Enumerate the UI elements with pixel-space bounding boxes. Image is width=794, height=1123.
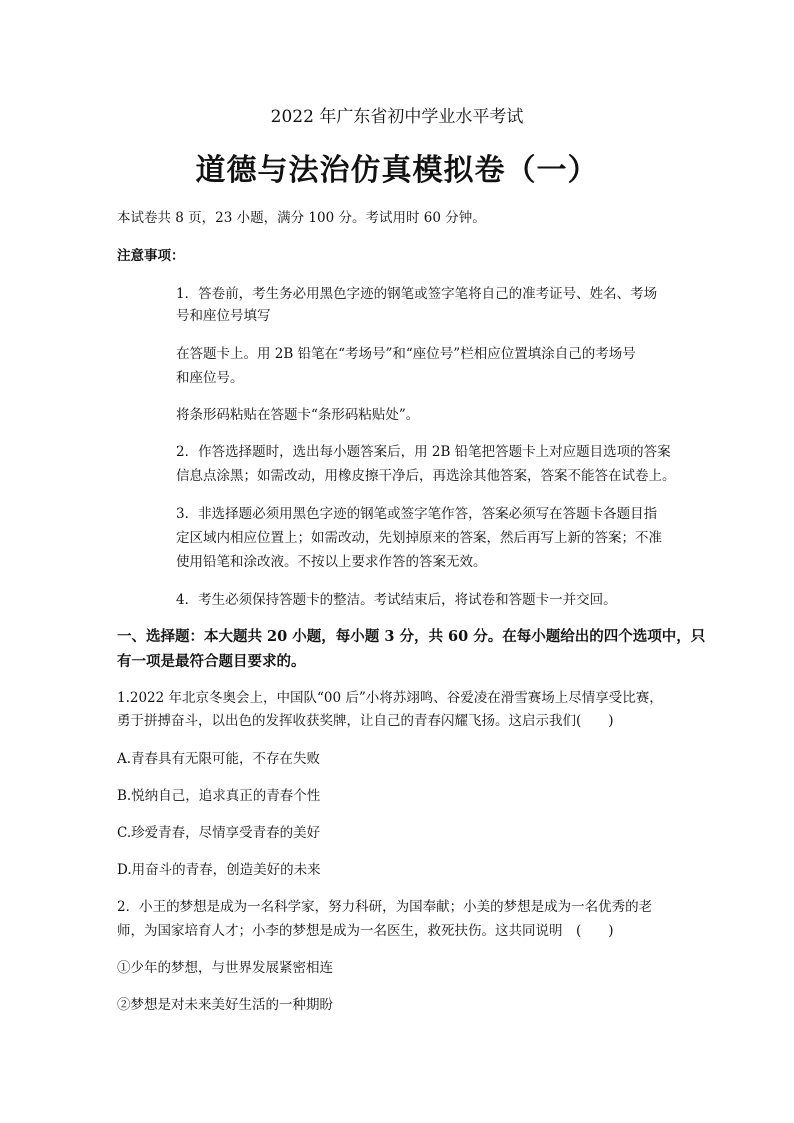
answer-option: B.悦纳自己，追求真正的青春个性	[117, 788, 321, 804]
answer-option: C.珍爱青春，尽情享受青春的美好	[117, 825, 321, 841]
answer-option: D.用奋斗的青春，创造美好的未来	[117, 862, 321, 878]
note-line: 信息点涂黑；如需改动，用橡皮擦干净后，再选涂其他答案，答案不能答在试卷上。	[176, 468, 676, 484]
note-line: 2．作答选择题时，选出每小题答案后，用 2B 铅笔把答题卡上对应题目选项的答案	[176, 444, 671, 460]
question-stem: 师，为国家培育人才；小李的梦想是成为一名医生，救死扶伤。这共同说明 ( )	[117, 923, 614, 939]
note-line: 4．考生必须保持答题卡的整洁。考试结束后，将试卷和答题卡一并交回。	[176, 592, 617, 608]
question-item: ①少年的梦想，与世界发展紧密相连	[117, 960, 333, 976]
exam-title: 道德与法治仿真模拟卷（一）	[195, 153, 599, 188]
question-stem: 1.2022 年北京冬奥会上，中国队“00 后”小将苏翊鸣、谷爱凌在滑雪赛场上尽情享受比赛，	[117, 690, 663, 706]
note-line: 使用铅笔和涂改液。不按以上要求作答的答案无效。	[176, 554, 487, 570]
note-line: 号和座位号填写	[176, 308, 271, 324]
answer-option: A.青春具有无限可能，不存在失败	[117, 751, 321, 767]
note-line: 在答题卡上。用 2B 铅笔在“考场号”和“座位号”栏相应位置填涂自己的考场号	[176, 346, 636, 362]
exam-intro: 本试卷共 8 页，23 小题，满分 100 分。考试用时 60 分钟。	[117, 210, 486, 226]
section-heading: 有一项是最符合题目要求的。	[117, 653, 306, 670]
exam-subtitle: 2022 年广东省初中学业水平考试	[270, 107, 524, 127]
note-line: 1．答卷前，考生务必用黑色字迹的钢笔或签字笔将自己的准考证号、姓名、考场	[176, 286, 658, 302]
notes-heading: 注意事项：	[117, 248, 185, 264]
question-item: ②梦想是对未来美好生活的一种期盼	[117, 997, 333, 1013]
note-line: 将条形码粘贴在答题卡“条形码粘贴处”。	[176, 407, 420, 423]
note-line: 3．非选择题必须用黑色字迹的钢笔或签字笔作答，答案必须写在答题卡各题目指	[176, 506, 658, 522]
note-line: 和座位号。	[176, 370, 244, 386]
question-stem: 2．小王的梦想是成为一名科学家，努力科研，为国奉献；小美的梦想是成为一名优秀的老	[117, 899, 653, 915]
note-line: 定区域内相应位置上；如需改动，先划掉原来的答案，然后再写上新的答案；不准	[176, 530, 662, 546]
section-heading: 一、选择题：本大题共 20 小题，每小题 3 分，共 60 分。在每小题给出的四个选项中，只	[117, 628, 706, 645]
question-stem: 勇于拼搏奋斗，以出色的发挥收获奖牌，让自己的青春闪耀飞扬。这启示我们( )	[117, 713, 614, 729]
